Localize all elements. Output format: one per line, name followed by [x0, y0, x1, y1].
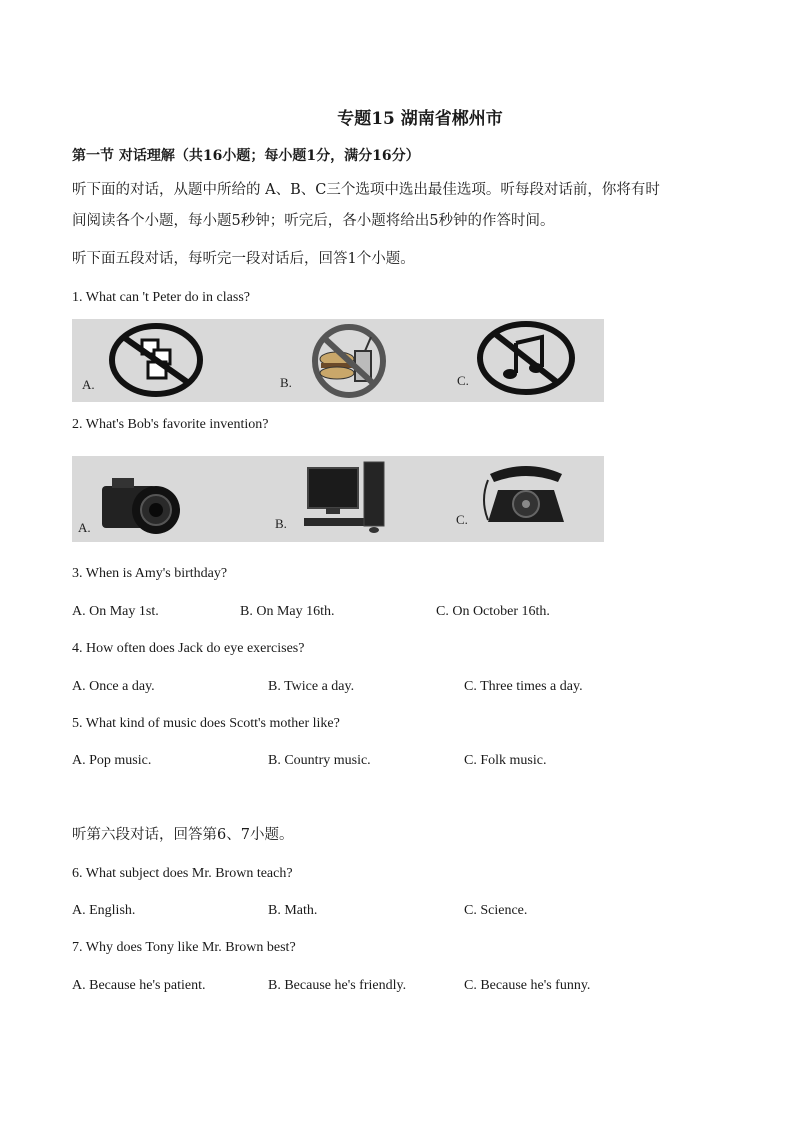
no-building-blocks-icon — [108, 322, 204, 398]
option-b: B. On May 16th. — [240, 604, 335, 619]
option-b: B. Math. — [268, 903, 318, 918]
option-c: C. Three times a day. — [464, 679, 583, 694]
instruction-line: 听下面的对话，从题中所给的 A、B、C三个选项中选出最佳选项。听每段对话前，你将有时 — [72, 182, 660, 198]
page-title: 专题15 湖南省郴州市 — [337, 109, 503, 129]
question-stem: 2. What's Bob's favorite invention? — [72, 417, 269, 432]
instruction-paragraph: 听下面五段对话，每听完一段对话后，回答1个小题。 — [72, 251, 415, 267]
question-stem: 7. Why does Tony like Mr. Brown best? — [72, 940, 296, 955]
image-options-panel — [72, 456, 604, 542]
option-label: C. — [456, 512, 468, 527]
option-b: B. Because he's friendly. — [268, 978, 407, 993]
instruction-line: 间阅读各个小题，每小题5秒钟；听完后，各小题将给出5秒钟的作答时间。 — [72, 213, 555, 229]
option-b: B. Country music. — [268, 753, 371, 768]
option-label: B. — [275, 516, 287, 531]
no-music-icon — [476, 321, 576, 397]
question-stem: 3. When is Amy's birthday? — [72, 566, 228, 581]
instruction-paragraph — [72, 175, 732, 237]
option-a: A. Once a day. — [72, 679, 155, 694]
telephone-icon — [480, 460, 572, 532]
option-c: C. Science. — [464, 903, 528, 918]
question-stem: 6. What subject does Mr. Brown teach? — [72, 866, 293, 881]
option-label: A. — [82, 377, 95, 392]
option-a: A. Pop music. — [72, 753, 152, 768]
option-a: A. On May 1st. — [72, 604, 159, 619]
instruction-paragraph: 听第六段对话，回答第6、7小题。 — [72, 827, 294, 843]
question-stem: 5. What kind of music does Scott's mother like? — [72, 716, 340, 731]
option-label: C. — [457, 373, 469, 388]
section-heading: 第一节 对话理解（共16小题；每小题1分，满分16分） — [72, 148, 420, 164]
option-label: B. — [280, 375, 292, 390]
option-label: A. — [78, 520, 91, 535]
option-b: B. Twice a day. — [268, 679, 355, 694]
option-c: C. Because he's funny. — [464, 978, 591, 993]
no-food-drink-icon — [301, 323, 397, 399]
image-options-panel — [72, 319, 604, 402]
camera-icon — [98, 470, 188, 538]
option-a: A. Because he's patient. — [72, 978, 206, 993]
option-a: A. English. — [72, 903, 136, 918]
option-c: C. Folk music. — [464, 753, 547, 768]
option-c: C. On October 16th. — [436, 604, 550, 619]
question-stem: 1. What can 't Peter do in class? — [72, 290, 250, 305]
computer-icon — [302, 460, 392, 536]
question-stem: 4. How often does Jack do eye exercises? — [72, 641, 305, 656]
